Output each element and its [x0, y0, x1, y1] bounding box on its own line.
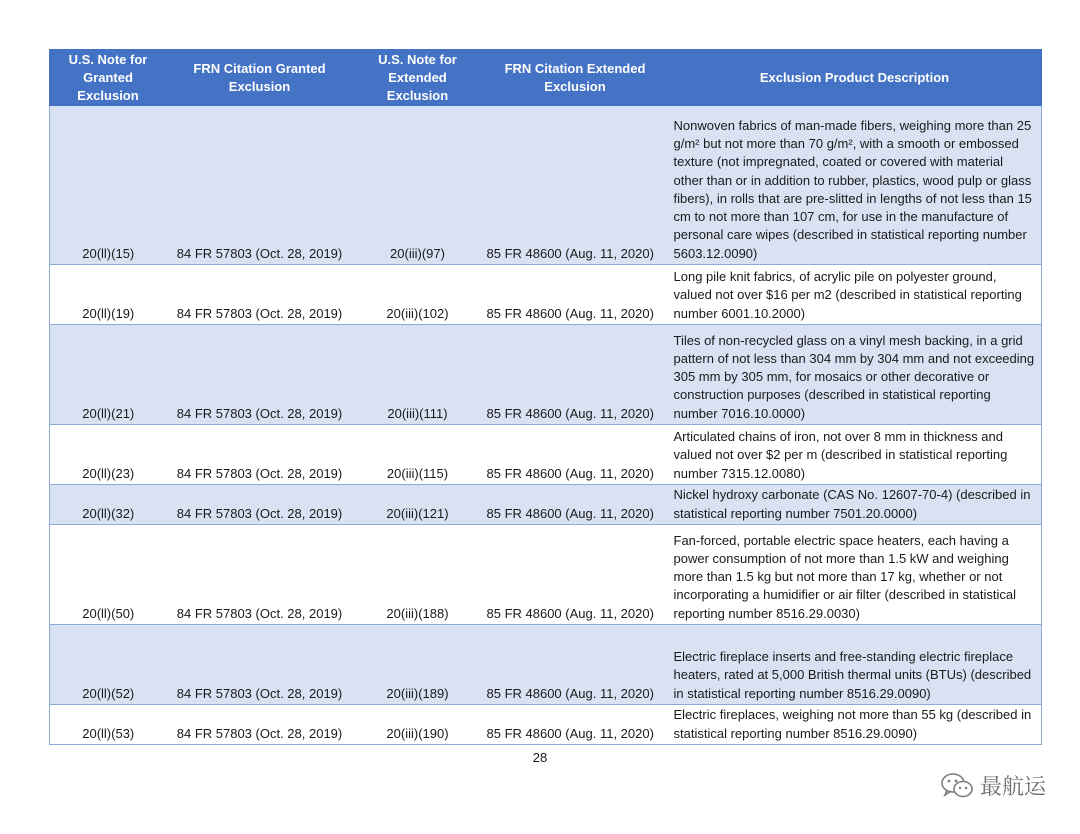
cell-note-extended: 20(iii)(111): [353, 325, 483, 425]
cell-note-granted: 20(ll)(50): [50, 525, 167, 625]
cell-note-extended: 20(iii)(97): [353, 106, 483, 265]
cell-note-granted: 20(ll)(15): [50, 106, 167, 265]
cell-frn-granted: 84 FR 57803 (Oct. 28, 2019): [167, 325, 353, 425]
cell-note-extended: 20(iii)(115): [353, 425, 483, 485]
table-row: [50, 425, 1042, 485]
cell-note-granted: 20(ll)(21): [50, 325, 167, 425]
cell-note-extended: 20(iii)(189): [353, 625, 483, 705]
cell-frn-extended: 85 FR 48600 (Aug. 11, 2020): [483, 325, 668, 425]
table-row: [50, 265, 1042, 325]
cell-note-granted: 20(ll)(19): [50, 265, 167, 325]
cell-note-extended: 20(iii)(190): [353, 705, 483, 745]
cell-description: Electric fireplace inserts and free-standing electric fireplace heaters, rated at 5,000 British thermal units (BTUs) (described in statistical reporting number 8516.29.0090): [668, 625, 1042, 705]
wechat-icon: [940, 772, 974, 800]
header-frn-granted: FRN Citation Granted Exclusion: [167, 50, 353, 106]
cell-description: Nonwoven fabrics of man-made fibers, weighing more than 25 g/m² but not more than 70 g/m², with a smooth or embossed texture (not impregnated, coated or covered with material other than or in addition to rubber, plastics, wood pulp or glass fibers), in rolls that are pre-slitted in lengths of not less than 15 cm to not more than 107 cm, for use in the manufacture of personal care wipes (described in statistical reporting number 5603.12.0090): [668, 106, 1042, 265]
cell-note-granted: 20(ll)(52): [50, 625, 167, 705]
cell-frn-extended: 85 FR 48600 (Aug. 11, 2020): [483, 625, 668, 705]
cell-frn-granted: 84 FR 57803 (Oct. 28, 2019): [167, 425, 353, 485]
header-frn-extended: FRN Citation Extended Exclusion: [483, 50, 668, 106]
table-row: [50, 705, 1042, 745]
cell-note-extended: 20(iii)(121): [353, 485, 483, 525]
table-row: [50, 485, 1042, 525]
cell-note-extended: 20(iii)(188): [353, 525, 483, 625]
cell-frn-granted: 84 FR 57803 (Oct. 28, 2019): [167, 106, 353, 265]
cell-frn-extended: 85 FR 48600 (Aug. 11, 2020): [483, 525, 668, 625]
watermark: [940, 770, 1046, 801]
cell-note-granted: 20(ll)(23): [50, 425, 167, 485]
table-row: [50, 325, 1042, 425]
cell-description: Fan-forced, portable electric space heaters, each having a power consumption of not more than 1.5 kW and weighing more than 1.5 kg but not more than 17 kg, whether or not incorporating a humidifier or air filter (described in statistical reporting number 8516.29.0030): [668, 525, 1042, 625]
cell-description: Electric fireplaces, weighing not more than 55 kg (described in statistical reporting number 8516.29.0090): [668, 705, 1042, 745]
cell-frn-extended: 85 FR 48600 (Aug. 11, 2020): [483, 106, 668, 265]
header-note-granted: U.S. Note for Granted Exclusion: [50, 50, 167, 106]
table-row: [50, 525, 1042, 625]
table-header-row: [50, 50, 1042, 106]
cell-frn-granted: 84 FR 57803 (Oct. 28, 2019): [167, 265, 353, 325]
cell-frn-granted: 84 FR 57803 (Oct. 28, 2019): [167, 625, 353, 705]
cell-frn-granted: 84 FR 57803 (Oct. 28, 2019): [167, 525, 353, 625]
cell-description: Nickel hydroxy carbonate (CAS No. 12607-70-4) (described in statistical reporting number 7501.20.0000): [668, 485, 1042, 525]
cell-note-granted: 20(ll)(53): [50, 705, 167, 745]
cell-frn-extended: 85 FR 48600 (Aug. 11, 2020): [483, 705, 668, 745]
exclusion-table: [49, 49, 1042, 745]
cell-frn-granted: 84 FR 57803 (Oct. 28, 2019): [167, 485, 353, 525]
cell-note-granted: 20(ll)(32): [50, 485, 167, 525]
cell-frn-granted: 84 FR 57803 (Oct. 28, 2019): [167, 705, 353, 745]
table-row: [50, 625, 1042, 705]
cell-frn-extended: 85 FR 48600 (Aug. 11, 2020): [483, 265, 668, 325]
header-description: Exclusion Product Description: [668, 50, 1042, 106]
watermark-text: 最航运: [979, 774, 1046, 799]
cell-frn-extended: 85 FR 48600 (Aug. 11, 2020): [483, 485, 668, 525]
cell-description: Tiles of non-recycled glass on a vinyl mesh backing, in a grid pattern of not less than 304 mm by 304 mm and not exceeding 305 mm by 305 mm, for mosaics or other decorative or construction purposes (described in statistical reporting number 7016.10.0000): [668, 325, 1042, 425]
cell-frn-extended: 85 FR 48600 (Aug. 11, 2020): [483, 425, 668, 485]
cell-description: Articulated chains of iron, not over 8 mm in thickness and valued not over $2 per m (described in statistical reporting number 7315.12.0080): [668, 425, 1042, 485]
table-row: [50, 106, 1042, 265]
cell-note-extended: 20(iii)(102): [353, 265, 483, 325]
page-number: 28: [532, 750, 548, 765]
cell-description: Long pile knit fabrics, of acrylic pile on polyester ground, valued not over $16 per m2 (described in statistical reporting number 6001.10.2000): [668, 265, 1042, 325]
header-note-extended: U.S. Note for Extended Exclusion: [353, 50, 483, 106]
